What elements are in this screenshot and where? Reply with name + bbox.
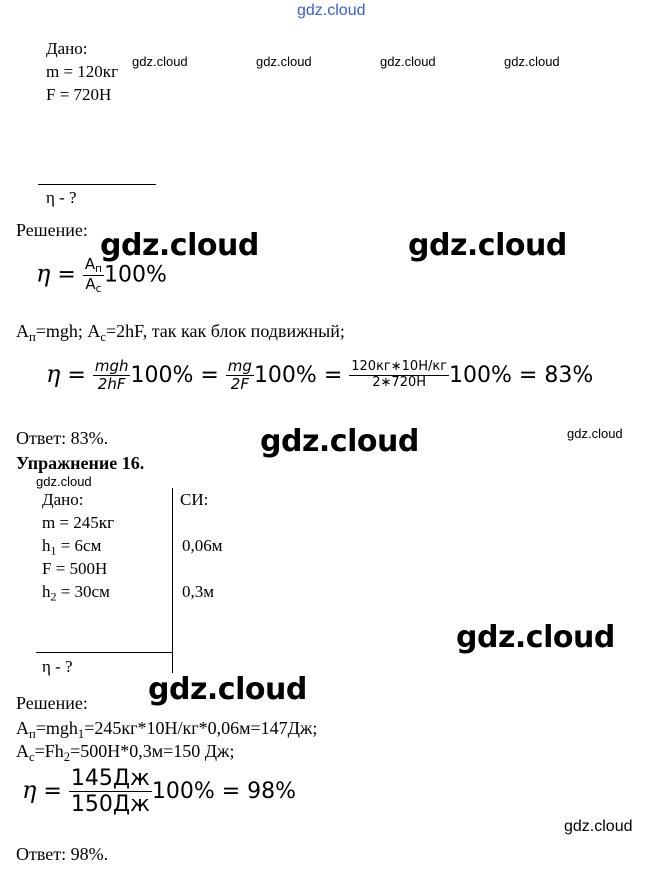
useful-work-line: $А_п=mgh_1=245кг*10Н/кг*0,06м=147Дж$; — [16, 718, 318, 741]
task2-given-mass: m = 245кг — [42, 513, 115, 532]
task2-given-height2: $h_2 = 30см$ — [42, 582, 110, 604]
task1-given-label: Дано: — [46, 39, 88, 58]
task2-answer: Ответ: 98%. — [16, 844, 109, 864]
work-definitions-line: $А_п=mgh$; $А_с=2hF$, так как блок подвижный; — [16, 321, 345, 344]
efficiency-formula-2: η = $\frac{\text{mgh}}{2hF}$ 100% = $\frac{mg}{2F}$ 100% = $\frac{120кг∗10Н/кг}{2∗720Н}$ 100% = 83% — [46, 357, 594, 394]
task1-solution-label: Решение: — [16, 220, 88, 240]
given-separator-line — [38, 184, 156, 185]
watermark-small: gdz.cloud — [380, 54, 436, 69]
watermark-big: gdz.cloud — [260, 424, 419, 459]
task1-answer: Ответ: 83%. — [16, 428, 109, 448]
task2-si-height1: 0,06м — [182, 536, 223, 555]
si-divider-line — [172, 488, 173, 673]
task2-solution-label: Решение: — [16, 693, 88, 713]
watermark-big: gdz.cloud — [148, 672, 307, 707]
task2-si-label: СИ: — [180, 490, 209, 509]
watermark-small: gdz.cloud — [36, 474, 92, 489]
watermark-small: gdz.cloud — [567, 426, 623, 441]
efficiency-formula-1: η = $\frac{А_п}{А_с}$ 100% — [36, 255, 167, 296]
watermark-top: gdz.cloud — [297, 2, 366, 19]
watermark-small: gdz.cloud — [504, 54, 560, 69]
given-separator-line — [36, 652, 173, 653]
task2-given-force: F = 500Н — [42, 559, 108, 578]
exercise-heading: Упражнение 16. — [16, 453, 145, 473]
watermark-small: gdz.cloud — [564, 818, 633, 835]
task2-given-label: Дано: — [42, 490, 84, 509]
task2-si-height2: 0,3м — [182, 582, 215, 601]
efficiency-formula-3: η = $\frac{145Дж}{150Дж}$ 100% = 98% — [22, 766, 297, 818]
task1-unknown: η - ? — [46, 188, 77, 207]
task2-given-height1: $h_1 = 6см$ — [42, 536, 102, 558]
watermark-big: gdz.cloud — [456, 620, 615, 655]
task2-unknown: η - ? — [42, 657, 73, 676]
total-work-line: $А_с=Fh_2=500Н*0,3м=150$ Дж; — [16, 741, 235, 764]
task1-given-force: F = 720Н — [46, 85, 112, 104]
watermark-small: gdz.cloud — [132, 54, 188, 69]
watermark-small: gdz.cloud — [256, 54, 312, 69]
task1-given-mass: m = 120кг — [46, 62, 119, 81]
watermark-big: gdz.cloud — [408, 228, 567, 263]
watermark-big: gdz.cloud — [100, 228, 259, 263]
